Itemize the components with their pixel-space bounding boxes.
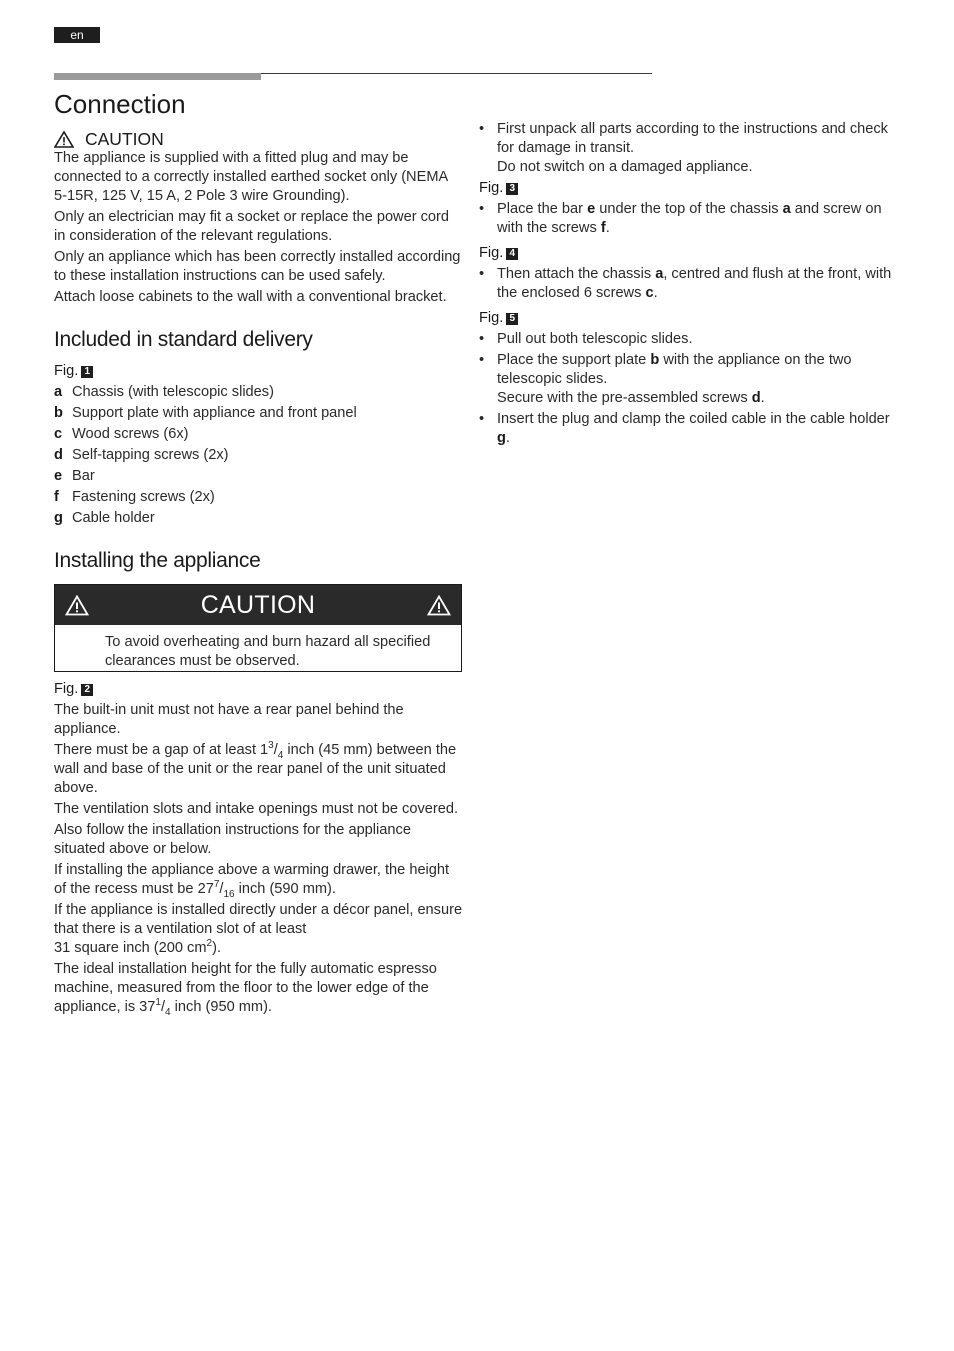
figure-reference [54, 680, 464, 699]
left-column [54, 88, 464, 1019]
connection-paragraph: Attach loose cabinets to the wall with a conventional bracket. [54, 289, 447, 305]
list-item [54, 488, 464, 507]
figure-reference [479, 309, 894, 328]
step-list [479, 265, 894, 303]
step-list [479, 200, 894, 238]
list-item [54, 467, 464, 486]
step-item: • Then attach the chassis a, centred and flush at the front, with the enclosed 6 screws c. [479, 265, 894, 303]
step-item: • Pull out both telescopic slides. [479, 330, 894, 349]
fig-number: 2 [81, 684, 93, 696]
item-text: Self-tapping screws (2x) [72, 447, 229, 463]
item-text: Fastening screws (2x) [72, 489, 215, 505]
install-paragraph: The ideal installation height for the fully automatic espresso machine, measured from the floor to the lower edge of the appliance, is $37^1/_4$ inch (950 mm). [54, 961, 437, 1018]
parts-list [54, 383, 464, 528]
section-title-delivery: Included in standard delivery [54, 328, 313, 351]
fig-number: 1 [81, 366, 93, 378]
caution-box [54, 584, 462, 672]
list-item [54, 425, 464, 444]
figure-reference [54, 362, 464, 381]
step-item: • Place the support plate b with the appliance on the two telescopic slides. Secure with the pre-assembled screws d. [479, 351, 894, 408]
figure-reference [479, 244, 894, 263]
list-item [54, 509, 464, 528]
fig-label: Fig. [479, 310, 504, 326]
fig-number: 4 [506, 248, 518, 260]
fig-number: 5 [506, 313, 518, 325]
caution-box-text: To avoid overheating and burn hazard all specified clearances must be observed. [105, 634, 431, 669]
language-tab: en [54, 27, 100, 43]
caution-box-label: CAUTION [200, 590, 316, 619]
step-item: • First unpack all parts according to the instructions and check for damage in transit. Do not switch on a damaged appliance. [479, 120, 894, 177]
caution-heading [54, 129, 464, 149]
install-paragraph: There must be a gap of at least $1^3/_4$ inch (45 mm) between the wall and base of the unit or the rear panel of the unit situated above. [54, 740, 457, 796]
warning-triangle-icon [54, 131, 74, 148]
step-item: • Insert the plug and clamp the coiled cable in the cable holder g. [479, 410, 894, 448]
figure-reference [479, 179, 894, 198]
warning-triangle-icon [427, 595, 451, 616]
section-title-installing: Installing the appliance [54, 549, 261, 572]
item-letter: d [54, 447, 63, 463]
item-letter: c [54, 426, 63, 442]
install-paragraph: Also follow the installation instructions for the appliance situated above or below. [54, 822, 411, 857]
item-letter: e [54, 468, 63, 484]
header-rule-thin [261, 73, 652, 74]
step-item: • Place the bar e under the top of the chassis a and screw on with the screws f. [479, 200, 894, 238]
list-item [54, 446, 464, 465]
step-list [479, 330, 894, 448]
connection-paragraph: The appliance is supplied with a fitted plug and may be connected to a correctly installed earthed socket only (NEMA 5-15R, 125 V, 15 A, 2 Pole 3 wire Grounding). [54, 150, 448, 204]
install-paragraph: The ventilation slots and intake openings must not be covered. [54, 801, 459, 817]
connection-paragraph: Only an appliance which has been correctly installed according to these installation instructions can be used safely. [54, 249, 461, 284]
fig-label: Fig. [54, 681, 79, 697]
fig-label: Fig. [479, 180, 504, 196]
item-letter: b [54, 405, 63, 421]
page-title: Connection [54, 89, 186, 119]
fig-number: 3 [506, 183, 518, 195]
header-rule-thick [54, 73, 261, 80]
item-text: Wood screws (6x) [72, 426, 189, 442]
step-list [479, 120, 894, 177]
item-letter: a [54, 384, 63, 400]
item-letter: g [54, 510, 63, 526]
item-text: Support plate with appliance and front panel [72, 405, 357, 421]
list-item [54, 383, 464, 402]
fig-label: Fig. [54, 363, 79, 379]
install-paragraph: If the appliance is installed directly under a décor panel, ensure that there is a ventilation slot of at least 31 square inch (200 $cm^2$). [54, 902, 463, 956]
item-text: Chassis (with telescopic slides) [72, 384, 274, 400]
warning-triangle-icon [65, 595, 89, 616]
caution-label: CAUTION [85, 129, 164, 149]
fig-label: Fig. [479, 245, 504, 261]
item-text: Bar [72, 468, 95, 484]
item-letter: f [54, 489, 59, 505]
install-paragraph: The built-in unit must not have a rear panel behind the appliance. [54, 702, 404, 737]
caution-bar [55, 585, 461, 625]
connection-paragraph: Only an electrician may fit a socket or replace the power cord in consideration of the relevant regulations. [54, 209, 450, 244]
list-item [54, 404, 464, 423]
item-text: Cable holder [72, 510, 155, 526]
install-paragraph: If installing the appliance above a warming drawer, the height of the recess must be $27^7/_{16}$ inch (590 mm). [54, 862, 450, 900]
right-column [479, 120, 894, 450]
